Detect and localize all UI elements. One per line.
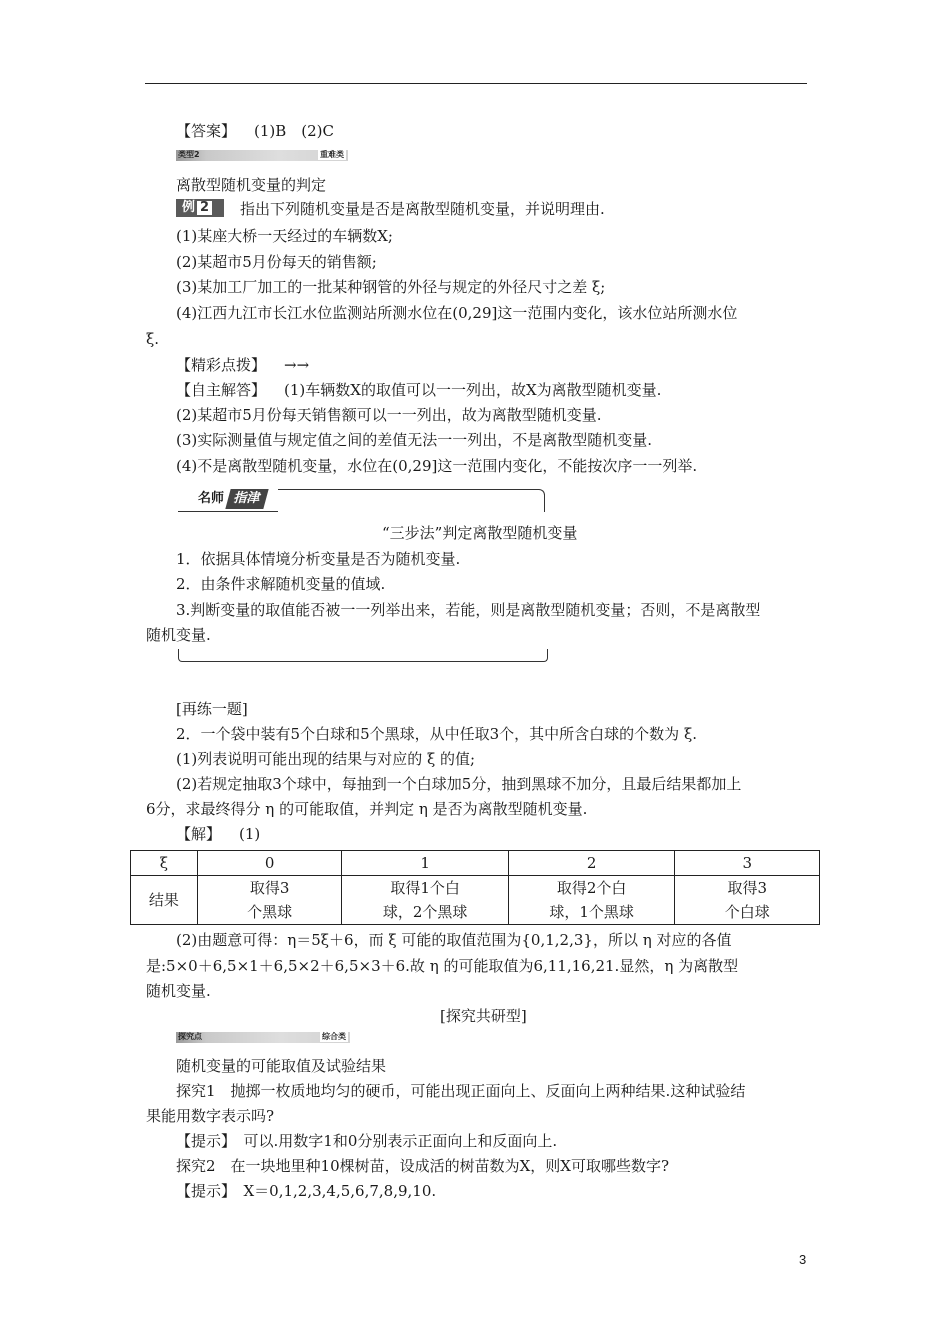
header-rule: [145, 83, 807, 84]
guide-step: 2．由条件求解随机变量的值域.: [176, 575, 386, 593]
practice-label: [再练一题]: [176, 700, 248, 718]
explore-line: 探究2 在一块地里种10棵树苗，设成活的树苗数为X，则X可取哪些数字?: [176, 1157, 670, 1175]
guide-frame-bottom: [178, 649, 548, 662]
type-bar-left: 类型2: [178, 150, 200, 159]
table-header-row: [131, 851, 820, 876]
table-cell: [675, 876, 820, 925]
practice-line: (1)列表说明可能出现的结果与对应的 ξ 的值;: [176, 750, 476, 768]
example-badge: [176, 199, 224, 217]
practice-line: 6分，求最终得分 η 的可能取值，并判定 η 是否为离散型随机变量.: [146, 800, 588, 818]
explore-heading: [探究共研型]: [440, 1007, 527, 1025]
guide-step: 随机变量.: [146, 626, 211, 644]
results-table: [130, 850, 820, 925]
explore-line: 果能用数字表示吗?: [146, 1107, 275, 1125]
explore-bar-left: 探究点: [178, 1032, 202, 1041]
guide-badge-a: 名师: [198, 491, 225, 506]
page-number: 3: [799, 1252, 807, 1267]
practice-solution-label: 【解】: [176, 825, 222, 843]
solution-line: (2)某超市5月份每天销售额可以一一列出，故为离散型随机变量.: [176, 406, 602, 424]
explore-bar: [176, 1032, 350, 1043]
example-badge-number: 2: [197, 201, 212, 215]
table-header-cell: 2: [508, 851, 675, 876]
table-cell: [342, 876, 509, 925]
table-header-cell: 0: [197, 851, 342, 876]
solution-line: (3)实际测量值与规定值之间的差值无法一一列出，不是离散型随机变量.: [176, 431, 653, 449]
practice-line: (2)若规定抽取3个球中，每抽到一个白球加5分，抽到黑球不加分，且最后结果都加上: [176, 775, 742, 793]
table-header-cell: 3: [675, 851, 820, 876]
table-header-cell: 1: [342, 851, 509, 876]
solution-label: 【自主解答】: [176, 381, 267, 399]
example-item: (1)某座大桥一天经过的车辆数X;: [176, 227, 393, 245]
guide-frame-line: [178, 511, 278, 512]
hints-line: [176, 355, 309, 375]
answer-text: (1)B (2)C: [254, 122, 335, 140]
example-item: (2)某超市5月份每天的销售额;: [176, 253, 377, 271]
guide-badge: [194, 489, 266, 509]
example-item: ξ.: [146, 330, 160, 348]
cell-line: 球，2个黑球: [382, 903, 468, 921]
cell-line: 取得3: [249, 879, 290, 897]
table-header-cell: ξ: [131, 851, 198, 876]
type-bar: [176, 150, 348, 161]
example-badge-label: 例: [182, 200, 196, 215]
part2-line: (2)由题意可得：η＝5ξ＋6，而 ξ 可能的取值范围为{0,1,2,3}，所以 η 对应的各值: [176, 931, 732, 949]
guide-step: 3.判断变量的取值能否被一一列举出来，若能，则是离散型随机变量；否则，不是离散型: [176, 601, 761, 619]
example-prompt: 指出下列随机变量是否是离散型随机变量，并说明理由.: [240, 200, 605, 218]
guide-title: “三步法”判定离散型随机变量: [382, 524, 578, 542]
solution-line: [176, 380, 661, 400]
cell-line: 个黑球: [247, 903, 293, 921]
solution-text: (1)车辆数X的取值可以一一列出，故X为离散型随机变量.: [284, 381, 662, 399]
part2-line: 随机变量.: [146, 982, 211, 1000]
table-cell: [197, 876, 342, 925]
cell-line: 个白球: [724, 903, 770, 921]
solution-line: (4)不是离散型随机变量，水位在(0,29]这一范围内变化，不能按次序一一列举.: [176, 457, 698, 475]
explore-title: 随机变量的可能取值及试验结果: [176, 1057, 387, 1075]
type-bar-right: 重难类: [320, 150, 344, 159]
cell-line: 取得3: [727, 879, 767, 897]
cell-line: 球，1个黑球: [549, 903, 634, 921]
table-row-label: 结果: [131, 876, 198, 925]
example-item: (4)江西九江市长江水位监测站所测水位在(0,29]这一范围内变化，该水位站所测水位: [176, 304, 738, 322]
hints-text: →→: [284, 356, 310, 374]
table-cell: [508, 876, 675, 925]
part2-line: 是:5×0＋6,5×1＋6,5×2＋6,5×3＋6.故 η 的可能取值为6,11,16,21.显然，η 为离散型: [146, 957, 739, 975]
guide-frame-top: [278, 489, 545, 512]
guide-badge-b: 指津: [225, 489, 268, 509]
explore-bar-right: 综合类: [322, 1032, 346, 1041]
cell-line: 取得1个白: [390, 879, 460, 897]
hints-label: 【精彩点拨】: [176, 356, 267, 374]
practice-line: 2．一个袋中装有5个白球和5个黑球，从中任取3个，其中所含白球的个数为 ξ.: [176, 725, 697, 743]
practice-solution-part: (1): [239, 825, 261, 843]
explore-line: 探究1 抛掷一枚质地均匀的硬币，可能出现正面向上、反面向上两种结果.这种试验结: [176, 1082, 746, 1100]
table-row: [131, 876, 820, 925]
answer-label: 【答案】: [176, 122, 237, 140]
section-title: 离散型随机变量的判定: [176, 176, 327, 194]
explore-line: 【提示】 X＝0,1,2,3,4,5,6,7,8,9,10.: [176, 1182, 437, 1200]
guide-step: 1．依据具体情境分析变量是否为随机变量.: [176, 550, 461, 568]
explore-line: 【提示】 可以.用数字1和0分别表示正面向上和反面向上.: [176, 1132, 558, 1150]
answer-line: [176, 121, 334, 141]
example-item: (3)某加工厂加工的一批某种钢管的外径与规定的外径尺寸之差 ξ;: [176, 278, 606, 296]
cell-line: 取得2个白: [556, 879, 627, 897]
practice-solution-line: [176, 824, 260, 844]
